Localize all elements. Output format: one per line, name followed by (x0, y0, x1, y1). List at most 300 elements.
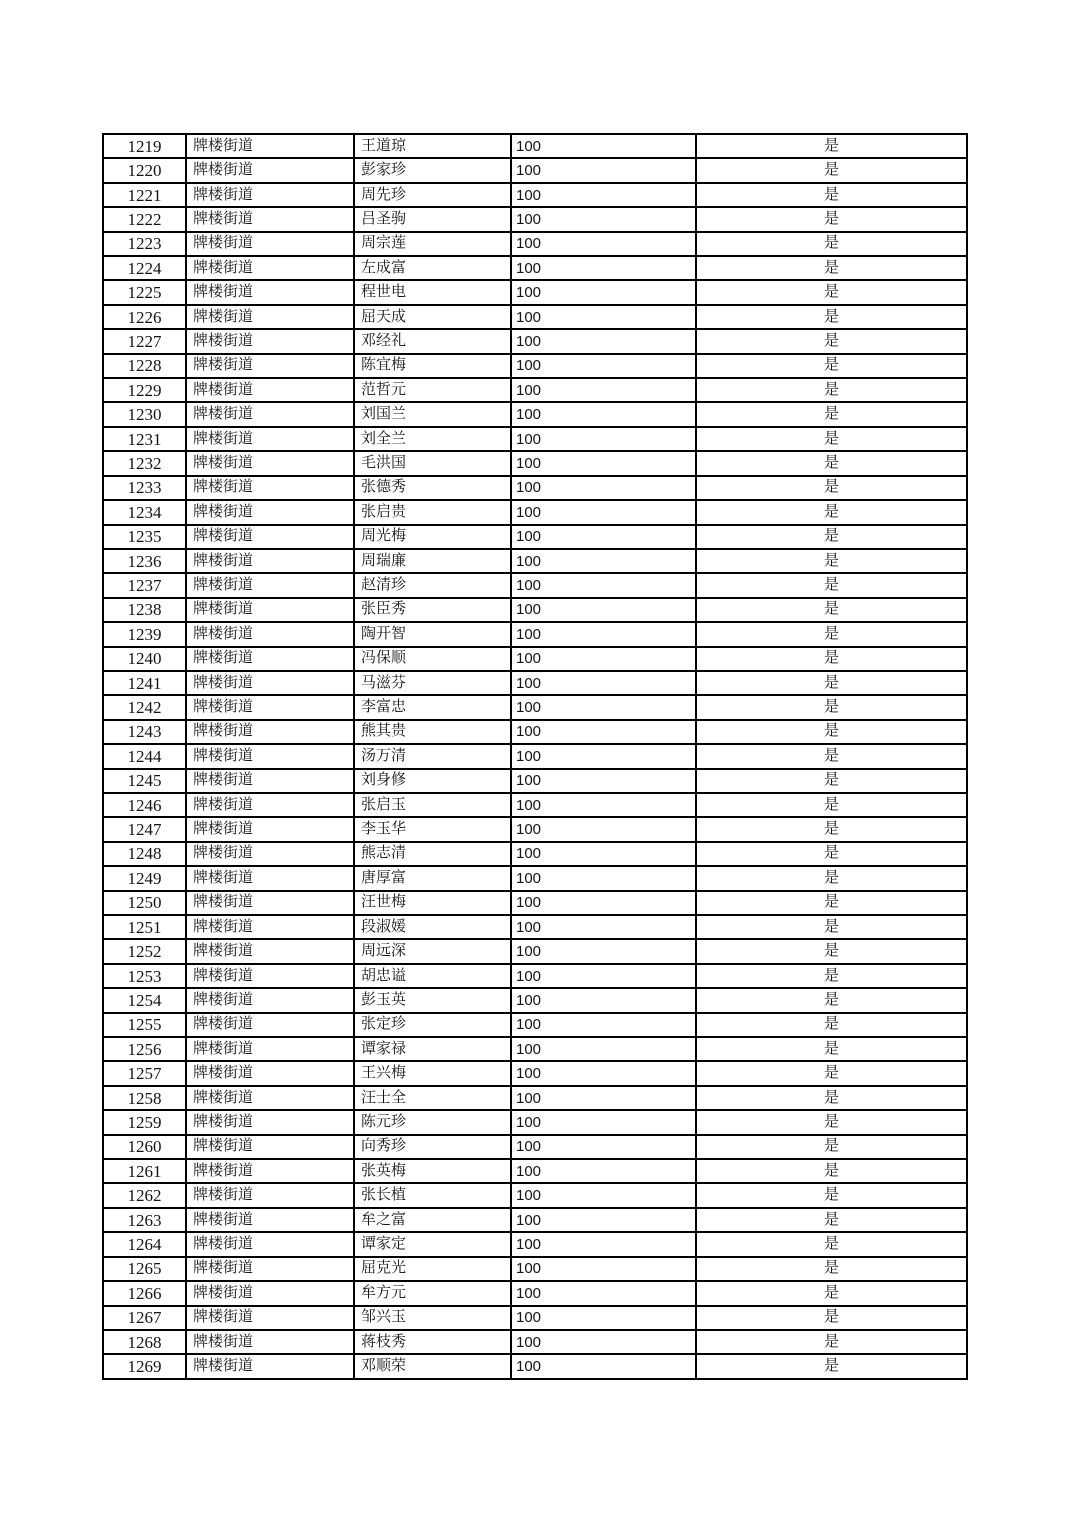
score-cell: 100 (511, 622, 696, 646)
flag-cell: 是 (696, 232, 967, 256)
flag-cell: 是 (696, 1330, 967, 1354)
table-body (103, 134, 967, 1379)
table-row (103, 671, 967, 695)
table-row (103, 817, 967, 841)
table-row (103, 354, 967, 378)
score-cell: 100 (511, 1135, 696, 1159)
row-index-cell: 1245 (103, 769, 186, 793)
flag-cell: 是 (696, 549, 967, 573)
score-cell: 100 (511, 329, 696, 353)
street-cell: 牌楼街道 (186, 1061, 354, 1085)
score-cell: 100 (511, 1086, 696, 1110)
flag-cell: 是 (696, 988, 967, 1012)
score-cell: 100 (511, 402, 696, 426)
flag-cell: 是 (696, 158, 967, 182)
street-cell: 牌楼街道 (186, 500, 354, 524)
score-cell: 100 (511, 769, 696, 793)
name-cell: 周远深 (354, 939, 511, 963)
row-index-cell: 1240 (103, 647, 186, 671)
score-cell: 100 (511, 1183, 696, 1207)
name-cell: 邓顺荣 (354, 1354, 511, 1379)
name-cell: 赵清珍 (354, 573, 511, 597)
street-cell: 牌楼街道 (186, 378, 354, 402)
table-row (103, 793, 967, 817)
name-cell: 张定珍 (354, 1013, 511, 1037)
name-cell: 汪世梅 (354, 891, 511, 915)
name-cell: 牟之富 (354, 1208, 511, 1232)
name-cell: 向秀珍 (354, 1135, 511, 1159)
flag-cell: 是 (696, 573, 967, 597)
flag-cell: 是 (696, 1208, 967, 1232)
street-cell: 牌楼街道 (186, 402, 354, 426)
name-cell: 张臣秀 (354, 598, 511, 622)
name-cell: 屈天成 (354, 305, 511, 329)
table-row (103, 1013, 967, 1037)
table-row (103, 1086, 967, 1110)
flag-cell: 是 (696, 647, 967, 671)
flag-cell: 是 (696, 1257, 967, 1281)
name-cell: 刘身修 (354, 769, 511, 793)
table-row (103, 744, 967, 768)
name-cell: 屈克光 (354, 1257, 511, 1281)
row-index-cell: 1237 (103, 573, 186, 597)
street-cell: 牌楼街道 (186, 207, 354, 231)
table-row (103, 720, 967, 744)
flag-cell: 是 (696, 1013, 967, 1037)
row-index-cell: 1244 (103, 744, 186, 768)
name-cell: 汪士全 (354, 1086, 511, 1110)
name-cell: 陶开智 (354, 622, 511, 646)
score-cell: 100 (511, 793, 696, 817)
row-index-cell: 1251 (103, 915, 186, 939)
street-cell: 牌楼街道 (186, 1232, 354, 1256)
score-cell: 100 (511, 598, 696, 622)
street-cell: 牌楼街道 (186, 695, 354, 719)
score-cell: 100 (511, 1354, 696, 1379)
flag-cell: 是 (696, 1061, 967, 1085)
flag-cell: 是 (696, 427, 967, 451)
street-cell: 牌楼街道 (186, 1354, 354, 1379)
flag-cell: 是 (696, 525, 967, 549)
row-index-cell: 1228 (103, 354, 186, 378)
score-cell: 100 (511, 427, 696, 451)
table-row (103, 891, 967, 915)
score-cell: 100 (511, 134, 696, 158)
flag-cell: 是 (696, 622, 967, 646)
row-index-cell: 1219 (103, 134, 186, 158)
row-index-cell: 1242 (103, 695, 186, 719)
row-index-cell: 1247 (103, 817, 186, 841)
flag-cell: 是 (696, 842, 967, 866)
street-cell: 牌楼街道 (186, 769, 354, 793)
score-cell: 100 (511, 1037, 696, 1061)
flag-cell: 是 (696, 1159, 967, 1183)
flag-cell: 是 (696, 1086, 967, 1110)
table-row (103, 769, 967, 793)
name-cell: 范哲元 (354, 378, 511, 402)
flag-cell: 是 (696, 500, 967, 524)
flag-cell: 是 (696, 1037, 967, 1061)
name-cell: 马滋芬 (354, 671, 511, 695)
street-cell: 牌楼街道 (186, 573, 354, 597)
table-row (103, 1135, 967, 1159)
flag-cell: 是 (696, 476, 967, 500)
row-index-cell: 1265 (103, 1257, 186, 1281)
row-index-cell: 1232 (103, 451, 186, 475)
row-index-cell: 1268 (103, 1330, 186, 1354)
row-index-cell: 1225 (103, 280, 186, 304)
score-cell: 100 (511, 305, 696, 329)
score-cell: 100 (511, 988, 696, 1012)
flag-cell: 是 (696, 939, 967, 963)
flag-cell: 是 (696, 1306, 967, 1330)
row-index-cell: 1239 (103, 622, 186, 646)
street-cell: 牌楼街道 (186, 647, 354, 671)
table-row (103, 378, 967, 402)
score-cell: 100 (511, 158, 696, 182)
street-cell: 牌楼街道 (186, 622, 354, 646)
row-index-cell: 1236 (103, 549, 186, 573)
row-index-cell: 1254 (103, 988, 186, 1012)
row-index-cell: 1221 (103, 183, 186, 207)
table-row (103, 866, 967, 890)
row-index-cell: 1233 (103, 476, 186, 500)
street-cell: 牌楼街道 (186, 1183, 354, 1207)
name-cell: 王兴梅 (354, 1061, 511, 1085)
score-cell: 100 (511, 744, 696, 768)
flag-cell: 是 (696, 671, 967, 695)
name-cell: 邹兴玉 (354, 1306, 511, 1330)
flag-cell: 是 (696, 183, 967, 207)
row-index-cell: 1229 (103, 378, 186, 402)
name-cell: 熊志清 (354, 842, 511, 866)
name-cell: 张长植 (354, 1183, 511, 1207)
name-cell: 谭家禄 (354, 1037, 511, 1061)
table-row (103, 451, 967, 475)
score-cell: 100 (511, 573, 696, 597)
table-row (103, 427, 967, 451)
row-index-cell: 1256 (103, 1037, 186, 1061)
street-cell: 牌楼街道 (186, 256, 354, 280)
name-cell: 吕圣驹 (354, 207, 511, 231)
flag-cell: 是 (696, 720, 967, 744)
table-row (103, 695, 967, 719)
row-index-cell: 1226 (103, 305, 186, 329)
street-cell: 牌楼街道 (186, 744, 354, 768)
name-cell: 陈宜梅 (354, 354, 511, 378)
score-cell: 100 (511, 647, 696, 671)
street-cell: 牌楼街道 (186, 1013, 354, 1037)
score-cell: 100 (511, 671, 696, 695)
table-row (103, 158, 967, 182)
row-index-cell: 1259 (103, 1110, 186, 1134)
row-index-cell: 1253 (103, 964, 186, 988)
score-cell: 100 (511, 1281, 696, 1305)
score-cell: 100 (511, 549, 696, 573)
table-row (103, 1183, 967, 1207)
row-index-cell: 1252 (103, 939, 186, 963)
flag-cell: 是 (696, 378, 967, 402)
flag-cell: 是 (696, 744, 967, 768)
score-cell: 100 (511, 183, 696, 207)
table-row (103, 305, 967, 329)
flag-cell: 是 (696, 866, 967, 890)
table-row (103, 988, 967, 1012)
flag-cell: 是 (696, 1135, 967, 1159)
table-row (103, 939, 967, 963)
row-index-cell: 1248 (103, 842, 186, 866)
roster-table (102, 133, 968, 1380)
street-cell: 牌楼街道 (186, 866, 354, 890)
row-index-cell: 1246 (103, 793, 186, 817)
score-cell: 100 (511, 817, 696, 841)
street-cell: 牌楼街道 (186, 915, 354, 939)
table-row (103, 256, 967, 280)
name-cell: 刘全兰 (354, 427, 511, 451)
table-row (103, 1159, 967, 1183)
table-row (103, 1037, 967, 1061)
flag-cell: 是 (696, 769, 967, 793)
name-cell: 周宗莲 (354, 232, 511, 256)
street-cell: 牌楼街道 (186, 964, 354, 988)
table-row (103, 573, 967, 597)
flag-cell: 是 (696, 1232, 967, 1256)
score-cell: 100 (511, 280, 696, 304)
flag-cell: 是 (696, 329, 967, 353)
row-index-cell: 1231 (103, 427, 186, 451)
score-cell: 100 (511, 451, 696, 475)
name-cell: 张启玉 (354, 793, 511, 817)
table-row (103, 647, 967, 671)
flag-cell: 是 (696, 256, 967, 280)
name-cell: 程世电 (354, 280, 511, 304)
table-row (103, 1306, 967, 1330)
name-cell: 胡忠谥 (354, 964, 511, 988)
name-cell: 周瑞廉 (354, 549, 511, 573)
street-cell: 牌楼街道 (186, 1135, 354, 1159)
street-cell: 牌楼街道 (186, 427, 354, 451)
score-cell: 100 (511, 939, 696, 963)
name-cell: 冯保顺 (354, 647, 511, 671)
table-row (103, 622, 967, 646)
table-row (103, 1354, 967, 1379)
table-row (103, 1330, 967, 1354)
street-cell: 牌楼街道 (186, 1037, 354, 1061)
row-index-cell: 1261 (103, 1159, 186, 1183)
table-row (103, 476, 967, 500)
street-cell: 牌楼街道 (186, 354, 354, 378)
flag-cell: 是 (696, 354, 967, 378)
table-row (103, 549, 967, 573)
row-index-cell: 1269 (103, 1354, 186, 1379)
score-cell: 100 (511, 1232, 696, 1256)
name-cell: 蒋枝秀 (354, 1330, 511, 1354)
flag-cell: 是 (696, 134, 967, 158)
row-index-cell: 1223 (103, 232, 186, 256)
table-row (103, 134, 967, 158)
name-cell: 左成富 (354, 256, 511, 280)
row-index-cell: 1230 (103, 402, 186, 426)
row-index-cell: 1262 (103, 1183, 186, 1207)
street-cell: 牌楼街道 (186, 525, 354, 549)
row-index-cell: 1267 (103, 1306, 186, 1330)
table-row (103, 329, 967, 353)
street-cell: 牌楼街道 (186, 280, 354, 304)
street-cell: 牌楼街道 (186, 842, 354, 866)
street-cell: 牌楼街道 (186, 1281, 354, 1305)
street-cell: 牌楼街道 (186, 476, 354, 500)
name-cell: 毛洪国 (354, 451, 511, 475)
street-cell: 牌楼街道 (186, 671, 354, 695)
row-index-cell: 1264 (103, 1232, 186, 1256)
row-index-cell: 1255 (103, 1013, 186, 1037)
name-cell: 牟方元 (354, 1281, 511, 1305)
name-cell: 李富忠 (354, 695, 511, 719)
street-cell: 牌楼街道 (186, 1208, 354, 1232)
row-index-cell: 1234 (103, 500, 186, 524)
street-cell: 牌楼街道 (186, 598, 354, 622)
row-index-cell: 1241 (103, 671, 186, 695)
name-cell: 邓经礼 (354, 329, 511, 353)
score-cell: 100 (511, 1061, 696, 1085)
score-cell: 100 (511, 207, 696, 231)
flag-cell: 是 (696, 915, 967, 939)
name-cell: 刘国兰 (354, 402, 511, 426)
flag-cell: 是 (696, 891, 967, 915)
table-row (103, 598, 967, 622)
flag-cell: 是 (696, 1281, 967, 1305)
row-index-cell: 1257 (103, 1061, 186, 1085)
flag-cell: 是 (696, 280, 967, 304)
street-cell: 牌楼街道 (186, 305, 354, 329)
row-index-cell: 1220 (103, 158, 186, 182)
street-cell: 牌楼街道 (186, 451, 354, 475)
name-cell: 唐厚富 (354, 866, 511, 890)
flag-cell: 是 (696, 793, 967, 817)
street-cell: 牌楼街道 (186, 1159, 354, 1183)
street-cell: 牌楼街道 (186, 232, 354, 256)
flag-cell: 是 (696, 1354, 967, 1379)
table-row (103, 915, 967, 939)
flag-cell: 是 (696, 207, 967, 231)
table-row (103, 1232, 967, 1256)
street-cell: 牌楼街道 (186, 158, 354, 182)
street-cell: 牌楼街道 (186, 134, 354, 158)
street-cell: 牌楼街道 (186, 793, 354, 817)
score-cell: 100 (511, 256, 696, 280)
row-index-cell: 1238 (103, 598, 186, 622)
table-row (103, 1208, 967, 1232)
score-cell: 100 (511, 915, 696, 939)
flag-cell: 是 (696, 1183, 967, 1207)
street-cell: 牌楼街道 (186, 891, 354, 915)
score-cell: 100 (511, 378, 696, 402)
score-cell: 100 (511, 842, 696, 866)
street-cell: 牌楼街道 (186, 1330, 354, 1354)
name-cell: 彭家珍 (354, 158, 511, 182)
table-row (103, 402, 967, 426)
name-cell: 陈元珍 (354, 1110, 511, 1134)
table-row (103, 525, 967, 549)
row-index-cell: 1260 (103, 1135, 186, 1159)
score-cell: 100 (511, 1257, 696, 1281)
score-cell: 100 (511, 866, 696, 890)
name-cell: 李玉华 (354, 817, 511, 841)
flag-cell: 是 (696, 402, 967, 426)
name-cell: 张德秀 (354, 476, 511, 500)
name-cell: 周光梅 (354, 525, 511, 549)
score-cell: 100 (511, 1110, 696, 1134)
table-row (103, 500, 967, 524)
name-cell: 张启贵 (354, 500, 511, 524)
street-cell: 牌楼街道 (186, 988, 354, 1012)
name-cell: 张英梅 (354, 1159, 511, 1183)
score-cell: 100 (511, 695, 696, 719)
table-row (103, 232, 967, 256)
row-index-cell: 1266 (103, 1281, 186, 1305)
row-index-cell: 1258 (103, 1086, 186, 1110)
flag-cell: 是 (696, 451, 967, 475)
score-cell: 100 (511, 1013, 696, 1037)
table-row (103, 280, 967, 304)
row-index-cell: 1263 (103, 1208, 186, 1232)
table-row (103, 183, 967, 207)
table-row (103, 842, 967, 866)
score-cell: 100 (511, 232, 696, 256)
name-cell: 熊其贵 (354, 720, 511, 744)
street-cell: 牌楼街道 (186, 183, 354, 207)
row-index-cell: 1243 (103, 720, 186, 744)
name-cell: 谭家定 (354, 1232, 511, 1256)
row-index-cell: 1249 (103, 866, 186, 890)
score-cell: 100 (511, 964, 696, 988)
score-cell: 100 (511, 1159, 696, 1183)
row-index-cell: 1227 (103, 329, 186, 353)
score-cell: 100 (511, 476, 696, 500)
name-cell: 彭玉英 (354, 988, 511, 1012)
flag-cell: 是 (696, 964, 967, 988)
street-cell: 牌楼街道 (186, 817, 354, 841)
row-index-cell: 1250 (103, 891, 186, 915)
street-cell: 牌楼街道 (186, 1086, 354, 1110)
street-cell: 牌楼街道 (186, 1306, 354, 1330)
flag-cell: 是 (696, 305, 967, 329)
score-cell: 100 (511, 720, 696, 744)
street-cell: 牌楼街道 (186, 720, 354, 744)
row-index-cell: 1222 (103, 207, 186, 231)
table-row (103, 1257, 967, 1281)
street-cell: 牌楼街道 (186, 329, 354, 353)
score-cell: 100 (511, 1306, 696, 1330)
score-cell: 100 (511, 525, 696, 549)
flag-cell: 是 (696, 817, 967, 841)
street-cell: 牌楼街道 (186, 1110, 354, 1134)
flag-cell: 是 (696, 598, 967, 622)
score-cell: 100 (511, 1330, 696, 1354)
row-index-cell: 1235 (103, 525, 186, 549)
flag-cell: 是 (696, 1110, 967, 1134)
flag-cell: 是 (696, 695, 967, 719)
table-row (103, 964, 967, 988)
name-cell: 段淑媛 (354, 915, 511, 939)
name-cell: 汤万清 (354, 744, 511, 768)
row-index-cell: 1224 (103, 256, 186, 280)
score-cell: 100 (511, 500, 696, 524)
table-row (103, 1061, 967, 1085)
name-cell: 周先珍 (354, 183, 511, 207)
table-row (103, 1110, 967, 1134)
street-cell: 牌楼街道 (186, 939, 354, 963)
